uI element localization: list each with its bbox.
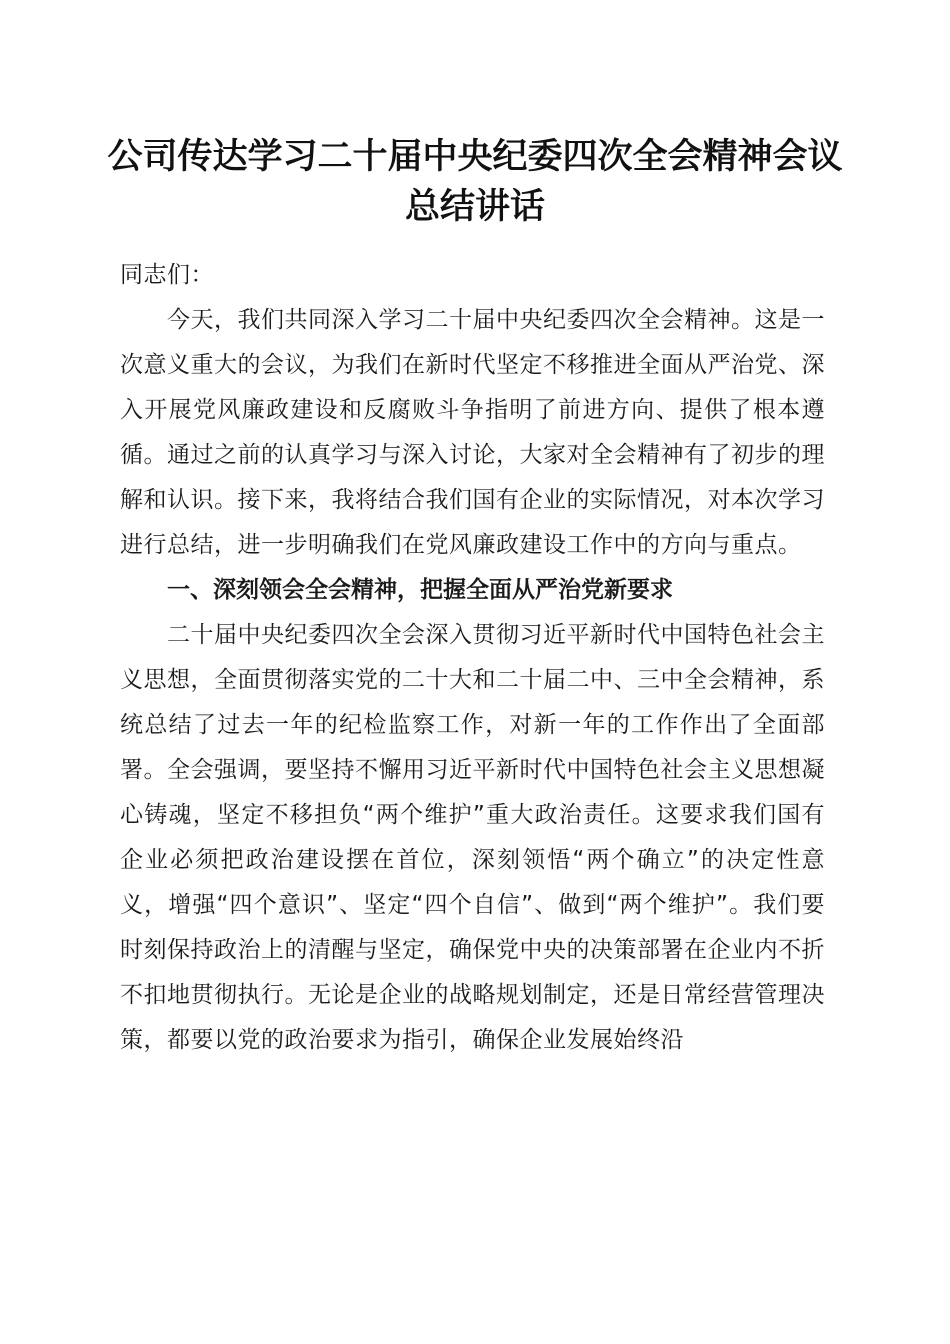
intro-paragraph: 今天，我们共同深入学习二十届中央纪委四次全会精神。这是一次意义重大的会议，为我们在新时代坚定不移推进全面从严治党、深入开展党风廉政建设和反腐败斗争指明了前进方向、提供了根本遵循。通过之前的认真学习与深入讨论，大家对全会精神有了初步的理解和认识。接下来，我将结合我们国有企业的实际情况，对本次学习进行总结，进一步明确我们在党风廉政建设工作中的方向与重点。 — [120, 307, 825, 558]
document-body — [120, 253, 825, 1063]
section-heading: 一、深刻领会全会精神，把握全面从严治党新要求 — [167, 577, 673, 603]
section-paragraph: 二十届中央纪委四次全会深入贯彻习近平新时代中国特色社会主义思想，全面贯彻落实党的二十大和二十届二中、三中全会精神，系统总结了过去一年的纪检监察工作，对新一年的工作作出了全面部署。全会强调，要坚持不懈用习近平新时代中国特色社会主义思想凝心铸魂，坚定不移担负“两个维护”重大政治责任。这要求我们国有企业必须把政治建设摆在首位，深刻领悟“两个确立”的决定性意义，增强“四个意识”、坚定“四个自信”、做到“两个维护”。我们要时刻保持政治上的清醒与坚定，确保党中央的决策部署在企业内不折不扣地贯彻执行。无论是企业的战略规划制定，还是日常经营管理决策，都要以党的政治要求为指引，确保企业发展始终沿 — [120, 622, 825, 1053]
document-title: 公司传达学习二十届中央纪委四次全会精神会议总结讲话 — [107, 136, 843, 227]
greeting: 同志们： — [120, 262, 214, 288]
